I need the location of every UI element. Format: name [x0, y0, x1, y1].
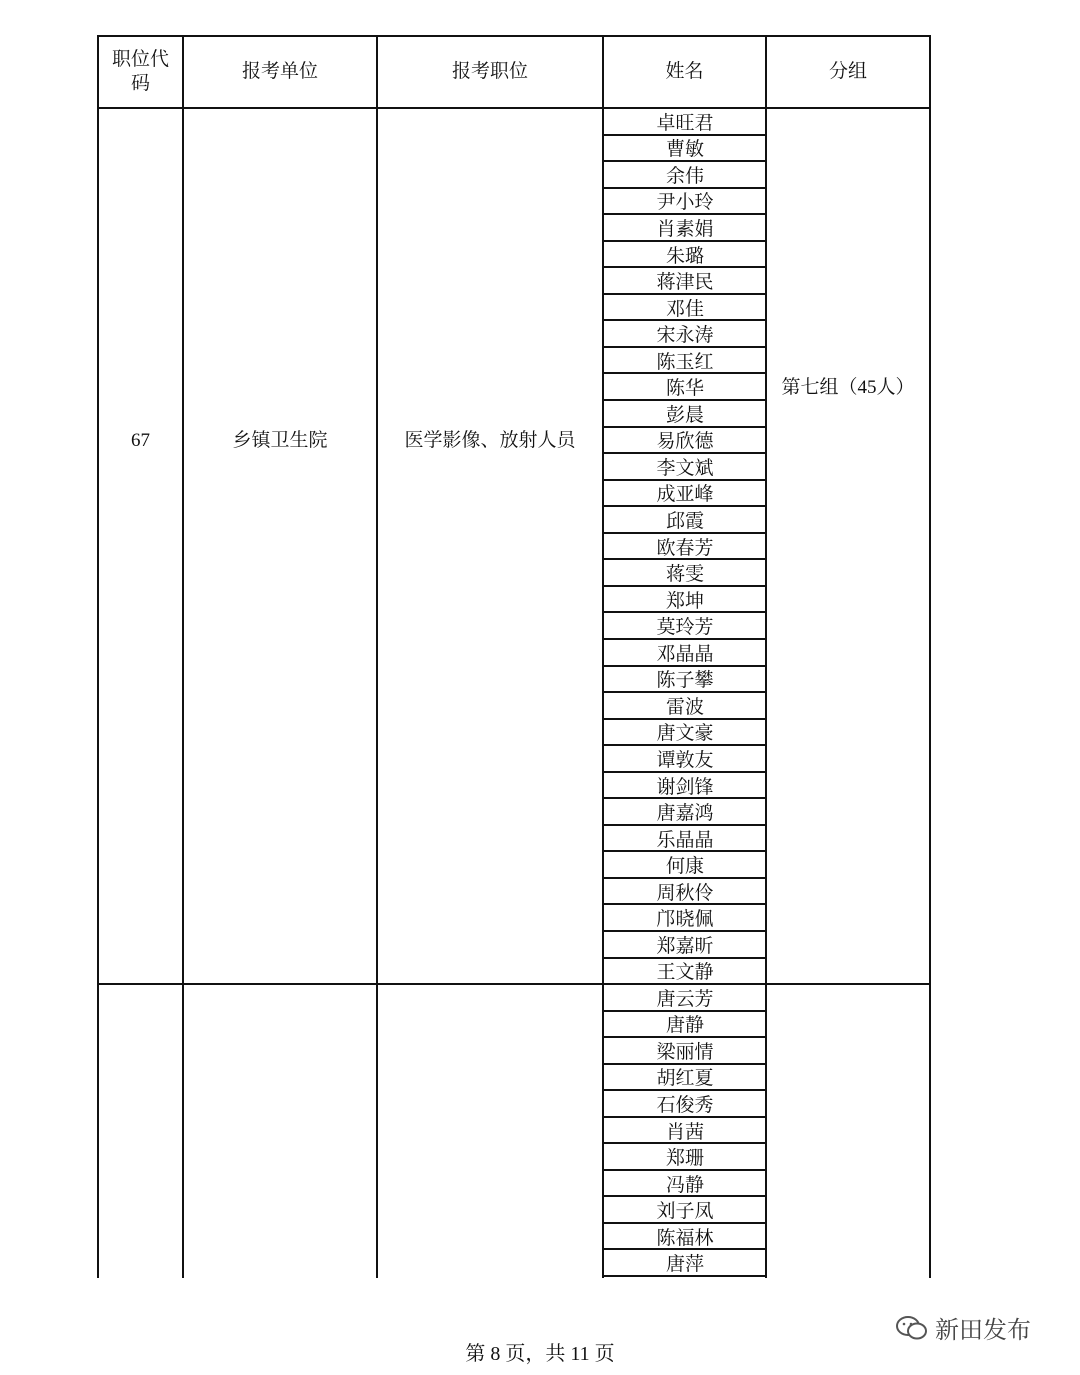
watermark-text: 新田发布 [935, 1316, 1031, 1344]
name-cell: 陈华 [604, 375, 766, 402]
name-cell: 肖素娟 [604, 215, 766, 242]
name-cell: 陈子攀 [604, 667, 766, 694]
page-footer: 第 8 页，共 11 页 [465, 1343, 615, 1365]
name-cell: 周秋伶 [604, 879, 766, 906]
name-cell: 莫玲芳 [604, 613, 766, 640]
name-cell: 王文静 [604, 959, 766, 986]
position-code: 67 [131, 430, 150, 451]
name-cell: 易欣德 [604, 428, 766, 455]
name-cell: 蒋津民 [604, 268, 766, 295]
name-cell: 谢剑锋 [604, 773, 766, 800]
name-cell: 邓佳 [604, 295, 766, 322]
table-border [929, 35, 931, 1278]
header-position: 报考职位 [451, 61, 528, 82]
name-cell: 曹敏 [604, 136, 766, 163]
name-cell: 余伟 [604, 162, 766, 189]
name-cell: 刘子凤 [604, 1197, 766, 1224]
name-cell: 陈福林 [604, 1224, 766, 1251]
name-cell: 成亚峰 [604, 481, 766, 508]
name-cell: 郑珊 [604, 1144, 766, 1171]
job-position: 医学影像、放射人员 [404, 430, 576, 451]
name-cell: 雷波 [604, 693, 766, 720]
name-cell: 唐嘉鸿 [604, 799, 766, 826]
name-cell: 石俊秀 [604, 1091, 766, 1118]
name-cell: 肖茜 [604, 1118, 766, 1145]
name-cell: 郑嘉昕 [604, 932, 766, 959]
name-cell: 谭敦友 [604, 746, 766, 773]
name-cell: 邓晶晶 [604, 640, 766, 667]
name-cell: 乐晶晶 [604, 826, 766, 853]
header-code: 职位代码 [111, 49, 169, 94]
name-cell: 彭晨 [604, 401, 766, 428]
name-cell: 唐文豪 [604, 720, 766, 747]
name-cell: 李文斌 [604, 454, 766, 481]
name-cell: 卓旺君 [604, 109, 766, 136]
name-cell: 宋永涛 [604, 321, 766, 348]
name-cell: 胡红夏 [604, 1065, 766, 1092]
name-cell: 唐云芳 [604, 985, 766, 1012]
name-cell: 朱璐 [604, 242, 766, 269]
name-cell: 欧春芳 [604, 534, 766, 561]
group-label: 第七组（45人） [781, 377, 915, 398]
header-name: 姓名 [665, 61, 704, 82]
name-cell: 冯静 [604, 1171, 766, 1198]
employer-unit: 乡镇卫生院 [232, 430, 328, 451]
header-unit: 报考单位 [241, 61, 318, 82]
name-cell: 尹小玲 [604, 189, 766, 216]
name-cell: 郑坤 [604, 587, 766, 614]
name-cell: 唐静 [604, 1012, 766, 1039]
table-border [97, 983, 931, 985]
name-cell: 何康 [604, 852, 766, 879]
name-cell: 蒋雯 [604, 560, 766, 587]
name-cell: 邱霞 [604, 507, 766, 534]
name-cell: 邝晓佩 [604, 906, 766, 933]
name-cell: 唐萍 [604, 1251, 766, 1278]
name-cell: 梁丽情 [604, 1038, 766, 1065]
name-cell: 陈玉红 [604, 348, 766, 375]
header-group: 分组 [828, 61, 867, 82]
